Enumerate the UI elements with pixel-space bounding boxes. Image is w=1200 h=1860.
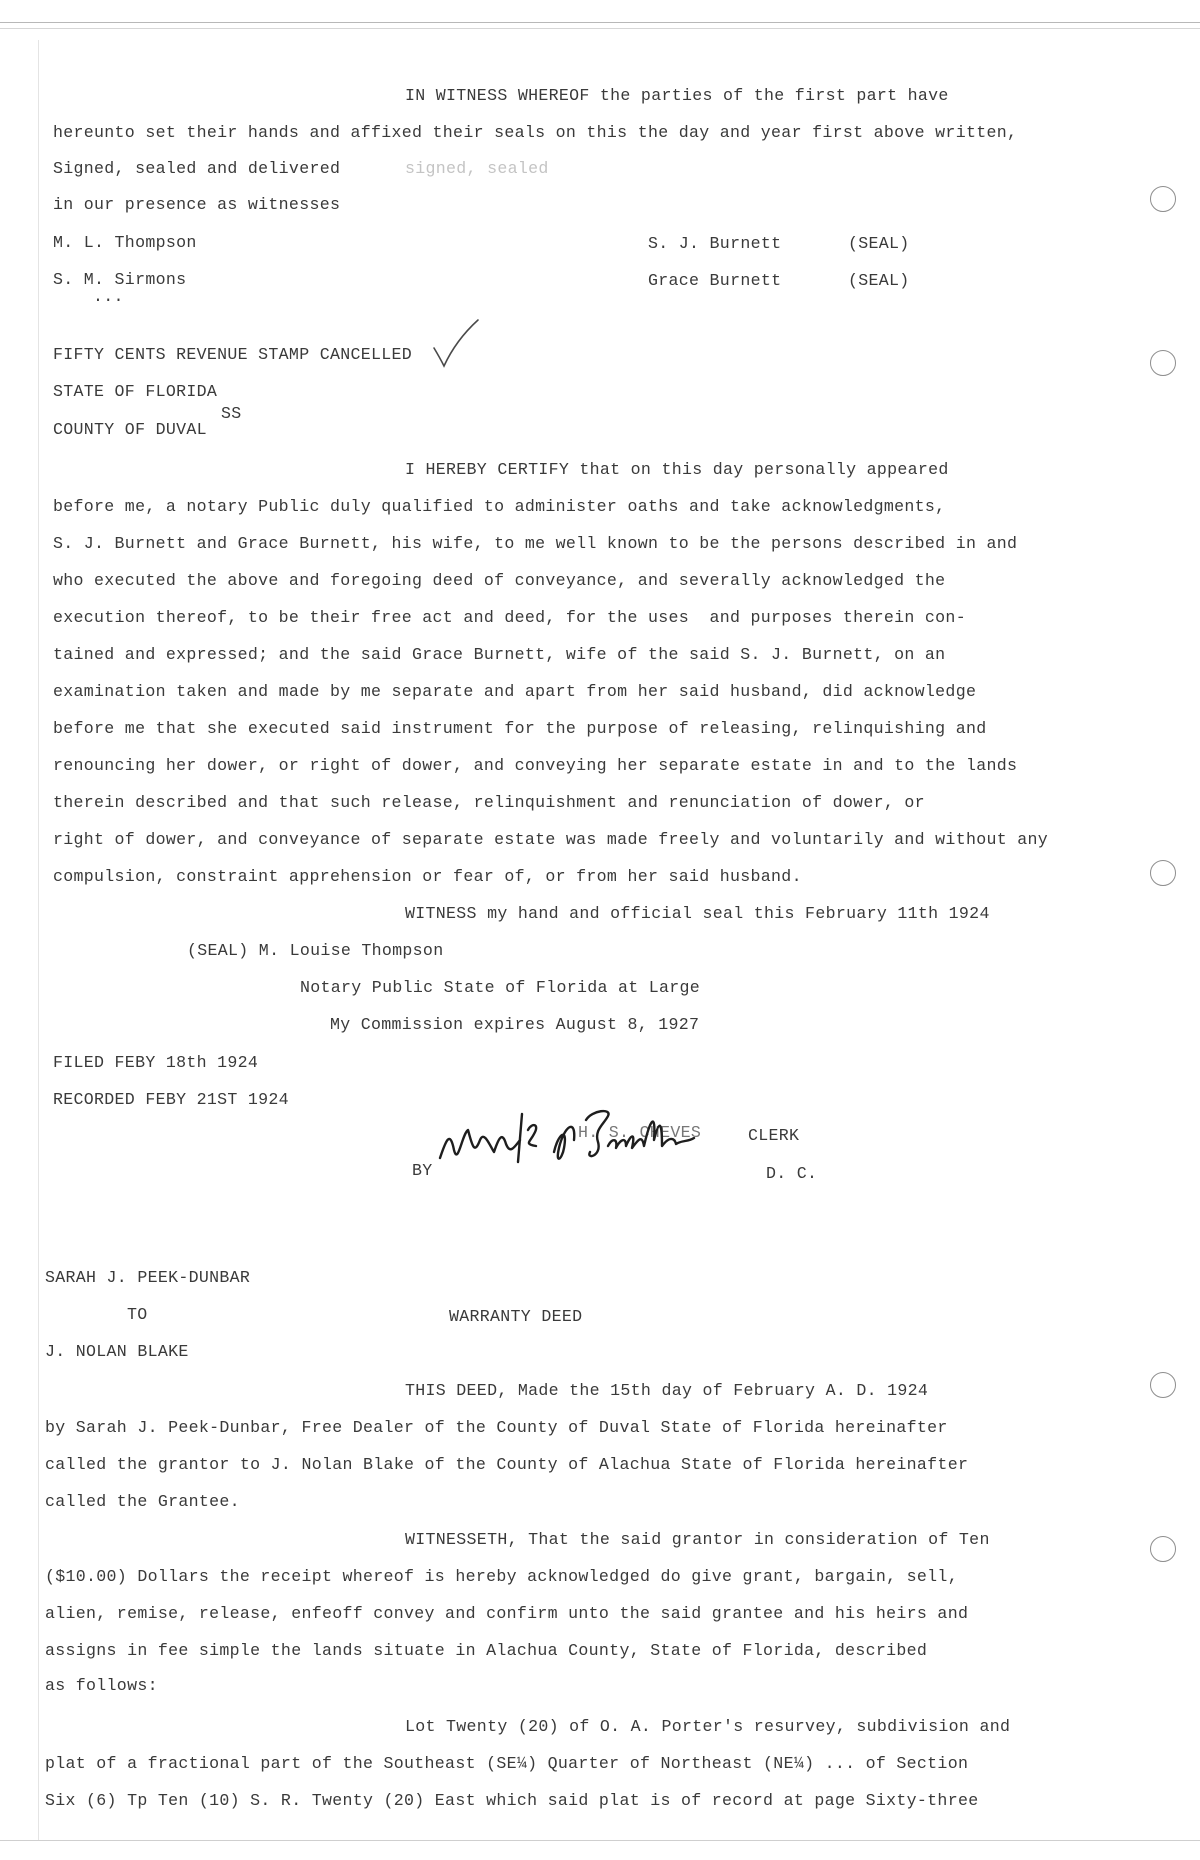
page-left-edge [38, 40, 39, 1840]
deed-line: called the Grantee. [45, 1492, 240, 1511]
handwritten-signature [436, 1100, 736, 1180]
acknowledgment-line: execution thereof, to be their free act and deed, for the uses and purposes therein con- [53, 608, 966, 627]
notary-title: Notary Public State of Florida at Large [300, 978, 701, 997]
testimonium-line-4: in our presence as witnesses [53, 195, 341, 214]
acknowledgment-line: renouncing her dower, or right of dower, and conveying her separate estate in and to the lands [53, 756, 1018, 775]
deed-grantor: SARAH J. PEEK-DUNBAR [45, 1268, 251, 1287]
faint-text: signed, sealed [405, 159, 549, 178]
lot-description-line: plat of a fractional part of the Southeast (SE¼) Quarter of Northeast (NE¼) ... of Section [45, 1754, 969, 1773]
witnesseth-line: WITNESSETH, That the said grantor in consideration of Ten [405, 1530, 990, 1549]
notary-name: (SEAL) M. Louise Thompson [187, 941, 444, 960]
witnesseth-line: ($10.00) Dollars the receipt whereof is hereby acknowledged do give grant, bargain, sell, [45, 1567, 958, 1586]
seal-label: (SEAL) [848, 271, 910, 290]
by-label: BY [412, 1161, 433, 1180]
seal-label: (SEAL) [848, 234, 910, 253]
deed-line: THIS DEED, Made the 15th day of February A. D. 1924 [405, 1381, 929, 1400]
witnesseth-line: alien, remise, release, enfeoff convey and confirm unto the said grantee and his heirs and [45, 1604, 969, 1623]
witness-name: S. M. Sirmons [53, 270, 187, 289]
testimonium-line-2: hereunto set their hands and affixed their seals on this the day and year first above written, [53, 123, 1018, 142]
witness-name: M. L. Thompson [53, 233, 197, 252]
testimonium-line-1: IN WITNESS WHEREOF the parties of the first part have [405, 86, 949, 105]
acknowledgment-line: compulsion, constraint apprehension or fear of, or from her said husband. [53, 867, 802, 886]
punch-hole [1150, 350, 1176, 376]
dots: ... [93, 287, 124, 306]
deed-line: by Sarah J. Peek-Dunbar, Free Dealer of the County of Duval State of Florida hereinafter [45, 1418, 948, 1437]
page-bottom-rule [0, 1840, 1200, 1841]
deed-type: WARRANTY DEED [449, 1307, 583, 1326]
filed-date: FILED FEBY 18th 1924 [53, 1053, 259, 1072]
punch-hole [1150, 860, 1176, 886]
lot-description-line: Lot Twenty (20) of O. A. Porter's resurvey, subdivision and [405, 1717, 1011, 1736]
signer-name: S. J. Burnett [648, 234, 782, 253]
deed-grantee: J. NOLAN BLAKE [45, 1342, 189, 1361]
recorded-date: RECORDED FEBY 21ST 1924 [53, 1090, 289, 1109]
venue-state: STATE OF FLORIDA [53, 382, 218, 401]
deed-to: TO [127, 1305, 148, 1324]
venue-county: COUNTY OF DUVAL [53, 420, 207, 439]
deed-line: called the grantor to J. Nolan Blake of the County of Alachua State of Florida hereinafter [45, 1455, 969, 1474]
acknowledgment-line: I HEREBY CERTIFY that on this day personally appeared [405, 460, 949, 479]
clerk-label: CLERK [748, 1126, 800, 1145]
acknowledgment-line: therein described and that such release, relinquishment and renunciation of dower, or [53, 793, 925, 812]
revenue-stamp-note: FIFTY CENTS REVENUE STAMP CANCELLED [53, 345, 413, 364]
notary-witness-line: WITNESS my hand and official seal this February 11th 1924 [405, 904, 990, 923]
acknowledgment-line: right of dower, and conveyance of separate estate was made freely and voluntarily and without any [53, 830, 1049, 849]
signer-name: Grace Burnett [648, 271, 782, 290]
punch-hole [1150, 186, 1176, 212]
witnesseth-line: as follows: [45, 1676, 158, 1695]
punch-hole [1150, 1536, 1176, 1562]
checkmark-icon [430, 318, 480, 374]
page-top-rule [0, 22, 1200, 23]
acknowledgment-line: before me that she executed said instrument for the purpose of releasing, relinquishing and [53, 719, 987, 738]
acknowledgment-line: tained and expressed; and the said Grace Burnett, wife of the said S. J. Burnett, on an [53, 645, 946, 664]
clerk-name: H. S. CHEVES [578, 1123, 702, 1142]
venue-ss: SS [221, 404, 242, 423]
acknowledgment-line: S. J. Burnett and Grace Burnett, his wife, to me well known to be the persons described in and [53, 534, 1018, 553]
testimonium-line-3: Signed, sealed and delivered [53, 159, 341, 178]
acknowledgment-line: before me, a notary Public duly qualified to administer oaths and take acknowledgments, [53, 497, 946, 516]
deputy-clerk-label: D. C. [766, 1164, 818, 1183]
punch-hole [1150, 1372, 1176, 1398]
notary-commission: My Commission expires August 8, 1927 [330, 1015, 700, 1034]
page-top-rule-2 [0, 28, 1200, 29]
witnesseth-line: assigns in fee simple the lands situate in Alachua County, State of Florida, described [45, 1641, 928, 1660]
lot-description-line: Six (6) Tp Ten (10) S. R. Twenty (20) East which said plat is of record at page Sixty-three [45, 1791, 979, 1810]
acknowledgment-line: examination taken and made by me separate and apart from her said husband, did acknowledge [53, 682, 977, 701]
acknowledgment-line: who executed the above and foregoing deed of conveyance, and severally acknowledged the [53, 571, 946, 590]
